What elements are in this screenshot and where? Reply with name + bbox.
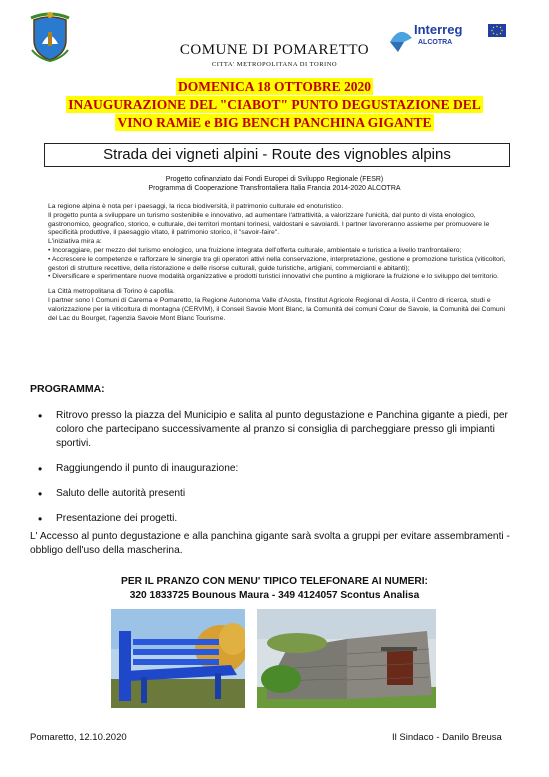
list-item: • Raggiungendo il punto di inaugurazione: [38,462,528,476]
access-note: L' Accesso al punto degustazione e alla panchina gigante sarà svolta a gruppi per evitare assembramenti - obbligo dell'uso della mascherina. [30,531,510,556]
route-title: Strada dei vigneti alpini - Route des vignobles alpins [44,143,510,167]
description-paragraph: La regione alpina è nota per i paesaggi, la ricca biodiversità, il patrimonio culturale ed enoturistico. [48,203,344,210]
programma-list [38,409,528,537]
pranzo-phone-numbers: 320 1833725 Bounous Maura - 349 4124057 Scontus Analisa [129,590,420,601]
place-date: Pomaretto, 12.10.2020 [30,732,127,743]
description-paragraph: • Accrescere le competenze e rafforzare le sinergie tra gli operatori attivi nella conservazione, interpretazione, gestione e promozione turistica (viticoltori, gestori di strutture recettive, della ristorazione e delle risorse culturali, guide turistiche, artigiani, commercianti e abitanti); [48,255,506,272]
project-info [0,175,549,193]
description-paragraph: L'iniziativa mira a: [48,238,102,246]
list-item: • Saluto delle autorità presenti [38,487,528,501]
interreg-title: Interreg [414,22,463,37]
ciabot-photo [257,609,436,708]
project-description [48,203,514,323]
mayor-signature: Il Sindaco - Danilo Breusa [392,732,502,743]
headline-line-2: INAUGURAZIONE DEL "CIABOT" PUNTO DEGUSTAZIONE DEL [68,97,481,112]
description-paragraph: Il progetto punta a sviluppare un turismo sostenibile e innovativo, ad aumentare l'attrattività, a valorizzare l'unicità, dal punto di vista enologico, gastronomico, geografico, storico, e culturale, dei territori montani torinesi, valdostani e savoiardi. I partner lavoreranno assieme per promuovere le specificità produttive, il paesaggio vitato, il patrimonio storico, il "savoir-faire". [48,211,490,237]
eu-flag-icon [488,24,506,37]
description-paragraph: • Diversificare e sperimentare nuove modalità organizzative e prodotti turistici innovativi che puntino a migliorare la fruizione e lo sviluppo del territorio. [48,273,499,281]
headline-line-3: VINO RAMiE e BIG BENCH PANCHINA GIGANTE [117,115,432,130]
list-item: • Presentazione dei progetti. [38,512,528,526]
pranzo-contacts [0,575,549,603]
citta-subtitle: CITTA' METROPOLITANA DI TORINO [211,61,338,68]
list-item: • Ritrovo presso la piazza del Municipio e salita al punto degustazione e Panchina gigante a piedi, per coloro che partecipano successivamente al pranzo si consiglia di parcheggiare presso gli impianti sportivi. [38,409,528,451]
project-line-1: Progetto cofinanziato dai Fondi Europei di Sviluppo Regionale (FESR) [165,176,384,183]
headline-line-1: DOMENICA 18 OTTOBRE 2020 [178,79,371,94]
pranzo-line-1: PER IL PRANZO CON MENU' TIPICO TELEFONARE AI NUMERI: [121,576,428,587]
programma-title: PROGRAMMA: [30,383,105,395]
description-paragraph: I partner sono I Comuni di Carema e Pomaretto, la Regione Autonoma Valle d'Aosta, l'Institut Agricole Regional di Aosta, il Centro di ricerca, studi e valorizzazione per la viticoltura di montagna (CERVIM), il Conseil Savoie Mont Blanc, la Comunità dei comuni Cœur de Savoie, la Comunità dei Comuni del Lac du Bourget, l'agenzia Savoie Mont Blanc Tourisme. [48,296,505,322]
big-bench-photo [111,609,245,708]
event-headline [0,78,549,132]
interreg-subtitle: ALCOTRA [418,39,453,46]
description-paragraph: • Incoraggiare, per mezzo del turismo enologico, una fruizione integrata dell'offerta culturale, ambientale e turistica a livello tranfrontaliero; [48,246,462,254]
project-line-2: Programma di Cooperazione Transfrontaliera Italia Francia 2014-2020 ALCOTRA [148,185,401,192]
commune-title: COMUNE DI POMARETTO [179,42,370,58]
description-paragraph: La Città metropolitana di Torino è capofila. [48,288,175,296]
